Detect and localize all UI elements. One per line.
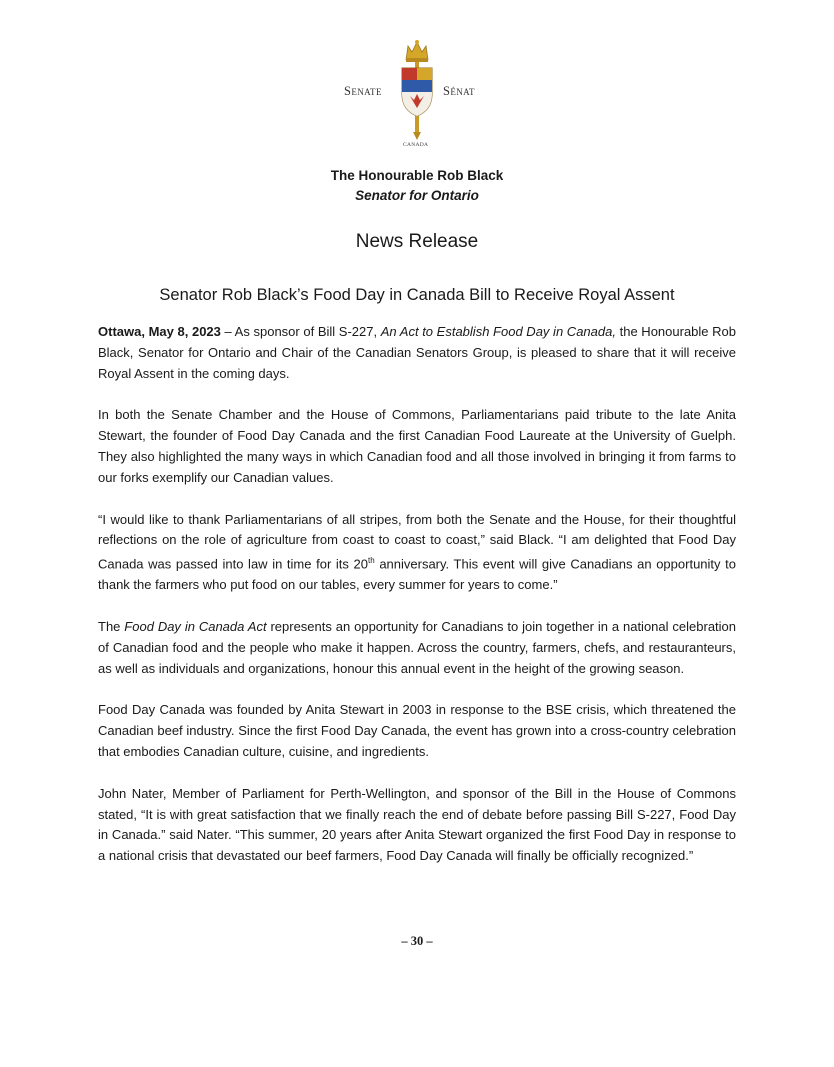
paragraph-3 — [98, 510, 736, 597]
paragraph-5: Food Day Canada was founded by Anita Stewart in 2003 in response to the BSE crisis, which threatened the Canadian beef industry. Since the first Food Day Canada, the event has grown into a cross-country celebration that embodies Canadian culture, cuisine, and ingredients. — [98, 702, 736, 760]
paragraph-4-text-a: The — [98, 619, 125, 635]
logo-text-canada: CANADA — [403, 142, 429, 148]
document-type: News Release — [355, 231, 479, 252]
paragraph-6: John Nater, Member of Parliament for Perth-Wellington, and sponsor of the Bill in the House of Commons stated, “It is with great satisfaction that we finally reach the end of debate before passing Bill S-227, Food Day in Canada.” said Nater. “This summer, 20 years after Anita Stewart organized the first Food Day in response to a national crisis that devastated our beef farmers, Food Day Canada will finally be officially recognized.” — [98, 785, 736, 864]
paragraph-1 — [98, 322, 736, 384]
logo-text-senat: Sénat — [443, 84, 475, 98]
headline: Senator Rob Black’s Food Day in Canada Bill to Receive Royal Assent — [159, 286, 675, 304]
release-body — [98, 322, 736, 888]
author-name: The Honourable Rob Black — [330, 168, 504, 183]
author-role: Senator for Ontario — [355, 188, 479, 203]
paragraph-3-text-b: anniversary. This event will give Canadians an opportunity to thank the farmers who put food on our tables, every summer for years to come.” — [98, 556, 736, 593]
senate-crest-icon — [396, 38, 438, 142]
act-title: Food Day in Canada Act — [124, 619, 267, 635]
paragraph-1-text-b: the Honourable Rob Black, Senator for Ontario and Chair of the Canadian Senators Group, is pleased to share that it will receive Royal Assent in the coming days. — [98, 324, 736, 381]
paragraph-4 — [98, 617, 736, 679]
paragraph-3-text-a: “I would like to thank Parliamentarians of all stripes, from both the Senate and the House, for their thoughtful reflections on the role of agriculture from coast to coast to coast,” said Black. “I am delighted that Food Day Canada was passed into law in time for its 20 — [98, 511, 736, 572]
paragraph-4-text-b: represents an opportunity for Canadians to join together in a national celebration of Canadian food and the people who make it happen. Across the country, farmers, chefs, and restauranteurs, as well as individuals and organizations, honour this annual event in the height of the growing season. — [98, 619, 737, 676]
logo-text-senate: Senate — [344, 84, 382, 98]
paragraph-1-text-a: – As sponsor of Bill S-227, — [220, 324, 381, 339]
paragraph-2: In both the Senate Chamber and the House of Commons, Parliamentarians paid tribute to the late Anita Stewart, the founder of Food Day Canada and the first Canadian Food Laureate at the University of Guelph. They also highlighted the many ways in which Canadian food and all those involved in bringing it from farms to our forks exemplify our Canadian values. — [98, 407, 736, 485]
ordinal-suffix: th — [368, 556, 375, 566]
end-marker: – 30 – — [401, 934, 433, 948]
bill-title: An Act to Establish Food Day in Canada, — [380, 324, 616, 339]
senate-logo — [0, 38, 834, 154]
dateline: Ottawa, May 8, 2023 — [98, 324, 221, 339]
